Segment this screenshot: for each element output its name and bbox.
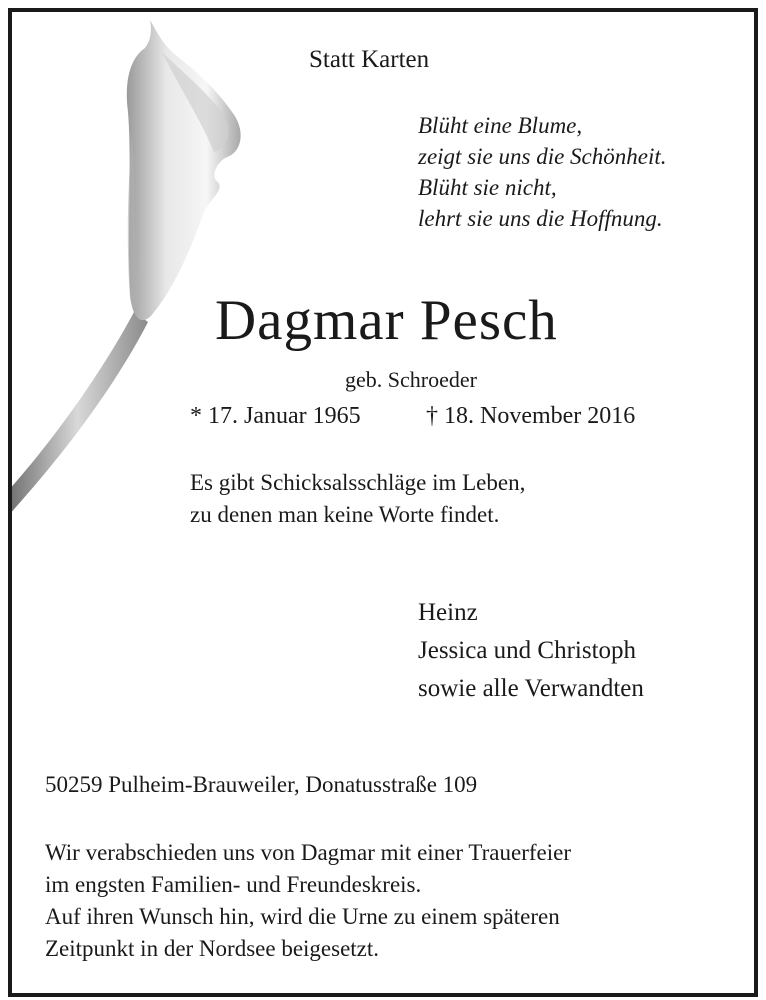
quote-line: Es gibt Schicksalsschläge im Leben, [190, 470, 526, 495]
poem [418, 110, 667, 234]
mourner-line: sowie alle Verwandten [418, 675, 644, 702]
poem-line: lehrt sie uns die Hoffnung. [418, 206, 663, 231]
maiden-name: geb. Schroeder [345, 367, 477, 392]
quote-line: zu denen man keine Worte findet. [190, 502, 500, 527]
quote [190, 467, 525, 531]
mourner-line: Jessica und Christoph [418, 637, 637, 664]
address: 50259 Pulheim-Brauweiler, Donatusstraße 109 [45, 772, 478, 797]
closing-line: Wir verabschieden uns von Dagmar mit einer Trauerfeier [45, 840, 571, 865]
birth-date: * 17. Januar 1965 [190, 403, 361, 429]
death-date: † 18. November 2016 [426, 403, 636, 429]
mourner-line: Heinz [418, 599, 478, 626]
notice-header: Statt Karten [309, 46, 430, 73]
poem-line: Blüht eine Blume, [418, 113, 583, 138]
closing-text [45, 837, 571, 965]
obituary-frame [8, 8, 758, 997]
poem-line: Blüht sie nicht, [418, 175, 557, 200]
poem-line: zeigt sie uns die Schönheit. [418, 144, 667, 169]
mourners [418, 594, 644, 708]
closing-line: Zeitpunkt in der Nordsee beigesetzt. [45, 936, 380, 961]
calla-lily-icon [12, 12, 272, 532]
closing-line: Auf ihren Wunsch hin, wird die Urne zu einem späteren [45, 904, 560, 929]
closing-line: im engsten Familien- und Freundeskreis. [45, 872, 422, 897]
deceased-name: Dagmar Pesch [215, 289, 558, 352]
